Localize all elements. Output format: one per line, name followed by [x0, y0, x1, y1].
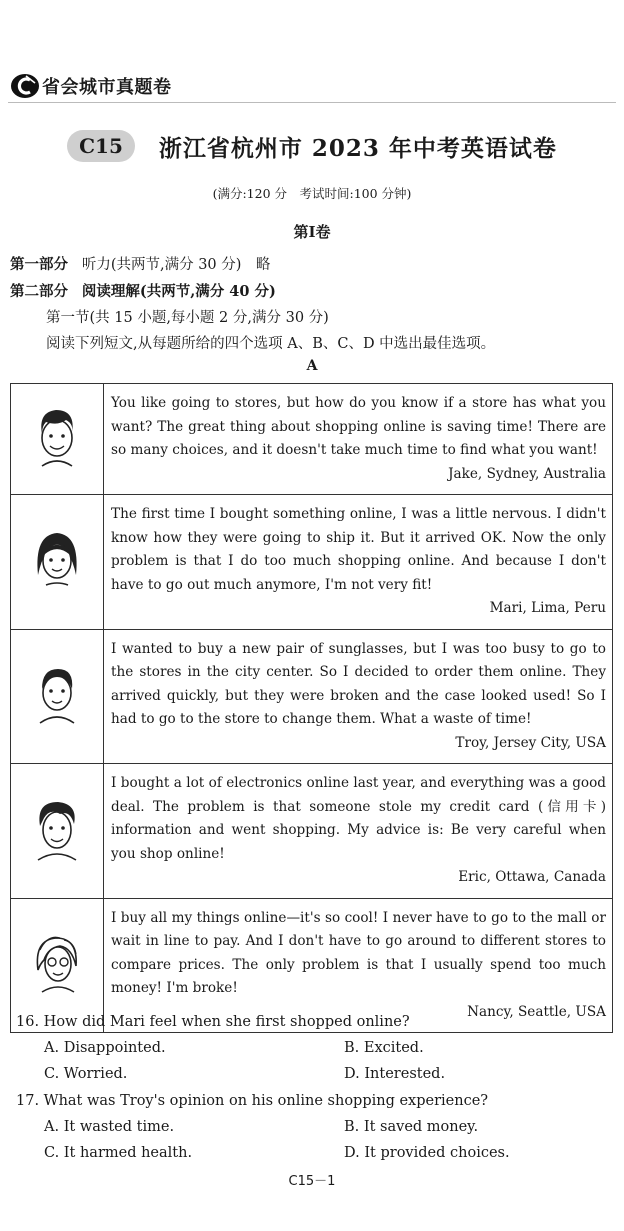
entry-text: [104, 764, 613, 899]
entry-text: [104, 495, 613, 630]
question-17-option-c[interactable]: C. It harmed health.: [44, 1145, 193, 1161]
entry-signature: Eric, Ottawa, Canada: [458, 869, 606, 885]
reading-table: [10, 383, 613, 1033]
header-divider: [8, 102, 616, 103]
avatar-cell: [11, 495, 104, 630]
instruction: 阅读下列短文,从每题所给的四个选项 A、B、C、D 中选出最佳选项。: [46, 336, 496, 352]
volume-heading: 第Ⅰ卷: [293, 223, 331, 241]
exam-info: (满分:120 分 考试时间:100 分钟): [212, 186, 412, 201]
question-16-option-d[interactable]: D. Interested.: [344, 1066, 446, 1082]
part-one-label: 第一部分: [10, 256, 68, 273]
young-man-face-icon: [30, 847, 84, 866]
entry-body: I buy all my things online—it's so cool! I never have to go to the mall or wait in line to pay. And I don't have to go around to different stores to compare prices. The only problem is that I usually spend too much money! I'm broke!: [111, 909, 606, 996]
brand-name: 省会城市真题卷: [42, 77, 172, 98]
entry-text: [104, 629, 613, 764]
question-17-option-b[interactable]: B. It saved money.: [344, 1119, 479, 1135]
question-17-option-d[interactable]: D. It provided choices.: [344, 1145, 510, 1161]
table-row: [11, 495, 613, 630]
section-one: 第一节(共 15 小题,每小题 2 分,满分 30 分): [46, 310, 329, 326]
woman-glasses-face-icon: [30, 981, 84, 1000]
girl-face-icon: [30, 578, 84, 597]
question-16-option-c[interactable]: C. Worried.: [44, 1066, 128, 1082]
entry-signature: Mari, Lima, Peru: [489, 600, 606, 616]
part-one-desc: 听力(共两节,满分 30 分) 略: [81, 257, 271, 273]
paper-code-badge: C15: [67, 130, 135, 162]
avatar-cell: [11, 384, 104, 495]
page-number: C15－1: [288, 1174, 336, 1189]
avatar-cell: [11, 764, 104, 899]
boy-face-icon: [30, 455, 84, 474]
entry-body: I bought a lot of electronics online last year, and everything was a good deal. The problem is that someone stole my credit card (信用卡) information and went shopping. My advice is: Be very careful when you shop online!: [111, 775, 606, 862]
avatar-cell: [11, 629, 104, 764]
question-17-stem: 17. What was Troy's opinion on his online shopping experience?: [16, 1093, 489, 1109]
entry-body: The first time I bought something online, I was a little nervous. I didn't know how they were going to ship it. But it arrived OK. Now the only problem is that I do too much shopping online. And because I don't have to go out much anymore, I'm not very fit!: [111, 506, 606, 593]
table-row: [11, 764, 613, 899]
part-two: [10, 280, 276, 301]
man-face-icon: [30, 712, 84, 731]
entry-text: [104, 384, 613, 495]
part-one: [10, 253, 270, 274]
avatar-cell: [11, 898, 104, 1033]
entry-body: I wanted to buy a new pair of sunglasses, but I was too busy to go to the stores in the city center. So I decided to order them online. They arrived quickly, but they were broken and the case looked used! So I had to go to the store to change them. What a waste of time!: [111, 640, 606, 727]
part-two-desc: 阅读理解(共两节,满分 40 分): [81, 283, 276, 300]
part-two-label: 第二部分: [10, 283, 68, 300]
question-16-option-a[interactable]: A. Disappointed.: [44, 1040, 166, 1056]
table-row: [11, 384, 613, 495]
entry-signature: Troy, Jersey City, USA: [455, 734, 606, 751]
brand-header: [10, 72, 172, 100]
page-title: 浙江省杭州市 2023 年中考英语试卷: [158, 134, 557, 162]
entry-text: [104, 898, 613, 1033]
c-logo-icon: [10, 73, 40, 99]
table-row: [11, 629, 613, 764]
table-row: [11, 898, 613, 1033]
title-row: [0, 126, 624, 166]
entry-body: You like going to stores, but how do you know if a store has what you want? The great thing about shopping online is saving time! There are so many choices, and it doesn't take much time to find what you want!: [111, 395, 606, 458]
entry-signature: Jake, Sydney, Australia: [448, 465, 606, 482]
entry-signature: Nancy, Seattle, USA: [467, 1003, 606, 1020]
question-16-stem: 16. How did Mari feel when she first shopped online?: [16, 1014, 410, 1030]
question-16-option-b[interactable]: B. Excited.: [344, 1040, 424, 1056]
question-17-option-a[interactable]: A. It wasted time.: [44, 1119, 175, 1135]
passage-label: A: [306, 358, 318, 374]
